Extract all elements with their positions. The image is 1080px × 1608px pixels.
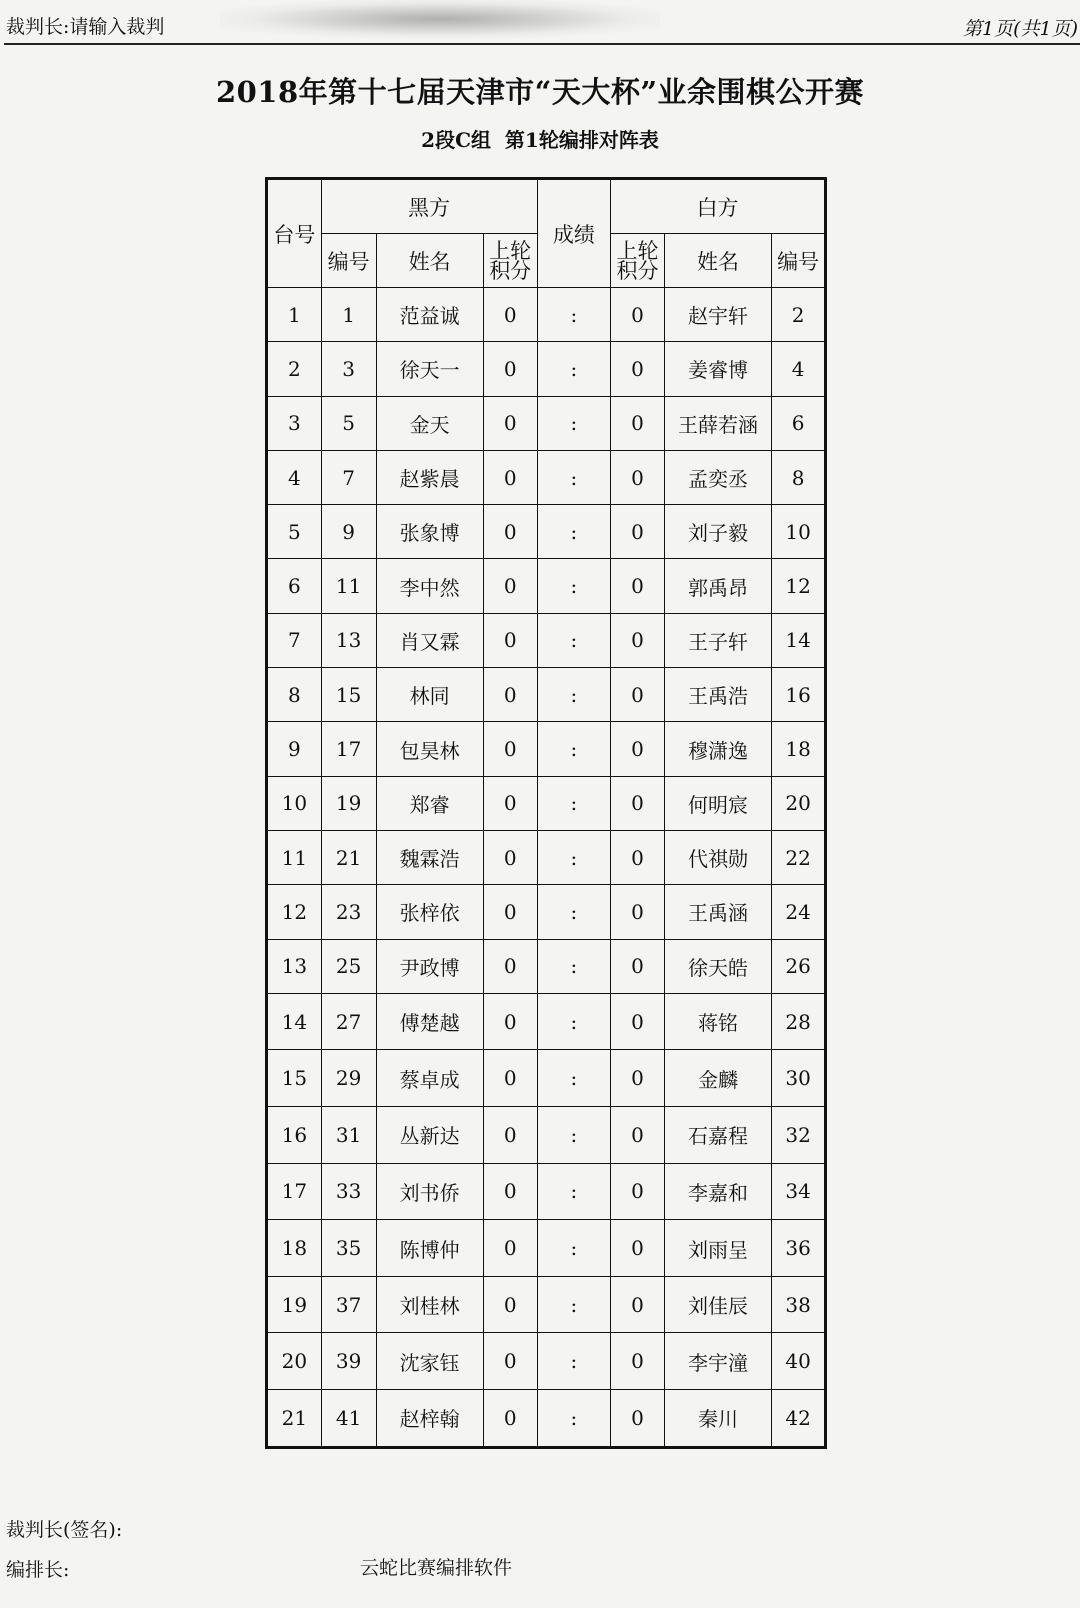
black-prev-score: 0 bbox=[483, 722, 537, 776]
black-player-id: 29 bbox=[321, 1050, 376, 1107]
prev-score-line2: 积分 bbox=[489, 258, 532, 283]
board-number: 5 bbox=[267, 505, 322, 559]
black-prev-score: 0 bbox=[483, 1276, 537, 1333]
pairing-rows bbox=[267, 288, 826, 1448]
table-row bbox=[267, 885, 826, 939]
black-player-name: 蔡卓成 bbox=[376, 1050, 483, 1107]
table-row bbox=[267, 450, 826, 504]
black-player-id: 21 bbox=[321, 830, 376, 884]
result-cell: : bbox=[537, 1333, 611, 1390]
black-prev-score: 0 bbox=[483, 668, 537, 722]
black-player-name: 张梓依 bbox=[376, 885, 483, 939]
document-title: 2018年第十七届天津市“天大杯”业余围棋公开赛 bbox=[215, 75, 865, 109]
result-cell: : bbox=[537, 939, 611, 993]
white-prev-score: 0 bbox=[611, 1050, 665, 1107]
white-player-name: 石嘉程 bbox=[664, 1107, 771, 1164]
black-player-name: 沈家钰 bbox=[376, 1333, 483, 1390]
black-prev-score: 0 bbox=[483, 342, 537, 396]
black-player-name: 郑睿 bbox=[376, 776, 483, 830]
document-subtitle: 2段C组 第1轮编排对阵表 bbox=[421, 128, 659, 152]
result-cell: : bbox=[537, 613, 611, 667]
black-prev-score: 0 bbox=[483, 776, 537, 830]
black-player-name: 赵梓翰 bbox=[376, 1390, 483, 1448]
table-row bbox=[267, 396, 826, 450]
black-player-name: 包昊林 bbox=[376, 722, 483, 776]
black-player-id: 13 bbox=[321, 613, 376, 667]
white-player-id: 22 bbox=[772, 830, 826, 884]
black-player-name: 徐天一 bbox=[376, 342, 483, 396]
black-player-name: 赵紫晨 bbox=[376, 450, 483, 504]
black-player-name: 傅楚越 bbox=[376, 993, 483, 1050]
white-player-id: 38 bbox=[772, 1276, 826, 1333]
black-player-id: 39 bbox=[321, 1333, 376, 1390]
white-prev-score: 0 bbox=[611, 342, 665, 396]
white-player-id: 2 bbox=[772, 288, 826, 342]
white-prev-score: 0 bbox=[611, 1107, 665, 1164]
result-cell: : bbox=[537, 1276, 611, 1333]
white-player-id: 26 bbox=[772, 939, 826, 993]
black-player-id: 5 bbox=[321, 396, 376, 450]
white-player-name: 王子轩 bbox=[664, 613, 771, 667]
white-prev-score: 0 bbox=[611, 450, 665, 504]
black-player-id: 25 bbox=[321, 939, 376, 993]
board-number: 8 bbox=[267, 668, 322, 722]
software-credit: 云蛇比赛编排软件 bbox=[360, 1557, 513, 1579]
board-number: 16 bbox=[267, 1107, 322, 1164]
prev-score-line1: 上轮 bbox=[489, 238, 532, 263]
result-cell: : bbox=[537, 342, 611, 396]
table-row bbox=[267, 1050, 826, 1107]
header-black-id: 编号 bbox=[321, 234, 376, 288]
white-player-id: 16 bbox=[772, 668, 826, 722]
white-player-name: 蒋铭 bbox=[664, 993, 771, 1050]
board-number: 4 bbox=[267, 450, 322, 504]
white-player-name: 刘佳辰 bbox=[664, 1276, 771, 1333]
black-player-name: 刘书侨 bbox=[376, 1163, 483, 1220]
black-player-id: 27 bbox=[321, 993, 376, 1050]
white-prev-score: 0 bbox=[611, 722, 665, 776]
header-white: 白方 bbox=[611, 179, 826, 234]
prev-score-line1: 上轮 bbox=[616, 238, 659, 263]
result-cell: : bbox=[537, 505, 611, 559]
black-prev-score: 0 bbox=[483, 1107, 537, 1164]
black-player-id: 31 bbox=[321, 1107, 376, 1164]
white-player-name: 秦川 bbox=[664, 1390, 771, 1448]
white-player-name: 王禹涵 bbox=[664, 885, 771, 939]
table-row bbox=[267, 668, 826, 722]
black-prev-score: 0 bbox=[483, 1390, 537, 1448]
white-player-name: 刘子毅 bbox=[664, 505, 771, 559]
white-player-name: 孟奕丞 bbox=[664, 450, 771, 504]
black-player-name: 肖又霖 bbox=[376, 613, 483, 667]
white-player-name: 王薛若涵 bbox=[664, 396, 771, 450]
board-number: 19 bbox=[267, 1276, 322, 1333]
white-prev-score: 0 bbox=[611, 1163, 665, 1220]
black-prev-score: 0 bbox=[483, 885, 537, 939]
table-row bbox=[267, 288, 826, 342]
result-cell: : bbox=[537, 885, 611, 939]
board-number: 2 bbox=[267, 342, 322, 396]
table-row bbox=[267, 1333, 826, 1390]
white-player-id: 14 bbox=[772, 613, 826, 667]
black-player-name: 丛新达 bbox=[376, 1107, 483, 1164]
board-number: 1 bbox=[267, 288, 322, 342]
result-cell: : bbox=[537, 1107, 611, 1164]
scan-shadow bbox=[220, 0, 660, 38]
white-prev-score: 0 bbox=[611, 1276, 665, 1333]
white-prev-score: 0 bbox=[611, 830, 665, 884]
header-white-prev-score bbox=[611, 234, 665, 288]
table-row bbox=[267, 505, 826, 559]
table-row bbox=[267, 342, 826, 396]
white-player-name: 何明宸 bbox=[664, 776, 771, 830]
white-prev-score: 0 bbox=[611, 288, 665, 342]
black-prev-score: 0 bbox=[483, 939, 537, 993]
result-cell: : bbox=[537, 776, 611, 830]
header-white-name: 姓名 bbox=[664, 234, 771, 288]
white-prev-score: 0 bbox=[611, 613, 665, 667]
white-prev-score: 0 bbox=[611, 1220, 665, 1277]
black-player-id: 15 bbox=[321, 668, 376, 722]
black-player-id: 23 bbox=[321, 885, 376, 939]
black-prev-score: 0 bbox=[483, 559, 537, 613]
black-player-id: 11 bbox=[321, 559, 376, 613]
black-prev-score: 0 bbox=[483, 1333, 537, 1390]
white-player-id: 10 bbox=[772, 505, 826, 559]
black-player-id: 3 bbox=[321, 342, 376, 396]
white-player-name: 金麟 bbox=[664, 1050, 771, 1107]
black-player-id: 9 bbox=[321, 505, 376, 559]
black-prev-score: 0 bbox=[483, 396, 537, 450]
board-number: 3 bbox=[267, 396, 322, 450]
white-player-name: 李宇潼 bbox=[664, 1333, 771, 1390]
header-divider bbox=[4, 43, 1080, 45]
white-player-name: 李嘉和 bbox=[664, 1163, 771, 1220]
black-player-name: 金天 bbox=[376, 396, 483, 450]
board-number: 14 bbox=[267, 993, 322, 1050]
white-player-id: 18 bbox=[772, 722, 826, 776]
white-prev-score: 0 bbox=[611, 885, 665, 939]
black-prev-score: 0 bbox=[483, 1163, 537, 1220]
white-player-name: 姜睿博 bbox=[664, 342, 771, 396]
white-prev-score: 0 bbox=[611, 1390, 665, 1448]
table-row bbox=[267, 1220, 826, 1277]
table-row bbox=[267, 993, 826, 1050]
result-cell: : bbox=[537, 1390, 611, 1448]
black-prev-score: 0 bbox=[483, 830, 537, 884]
white-player-id: 30 bbox=[772, 1050, 826, 1107]
white-player-id: 42 bbox=[772, 1390, 826, 1448]
table-row bbox=[267, 1276, 826, 1333]
result-cell: : bbox=[537, 668, 611, 722]
black-prev-score: 0 bbox=[483, 613, 537, 667]
black-player-name: 张象博 bbox=[376, 505, 483, 559]
result-cell: : bbox=[537, 1220, 611, 1277]
header-black-prev-score bbox=[483, 234, 537, 288]
header-page-number: 第1页(共1页) bbox=[962, 18, 1078, 40]
white-player-name: 郭禹昂 bbox=[664, 559, 771, 613]
black-player-id: 33 bbox=[321, 1163, 376, 1220]
table-row bbox=[267, 1390, 826, 1448]
white-prev-score: 0 bbox=[611, 1333, 665, 1390]
board-number: 17 bbox=[267, 1163, 322, 1220]
board-number: 7 bbox=[267, 613, 322, 667]
white-player-id: 12 bbox=[772, 559, 826, 613]
black-prev-score: 0 bbox=[483, 1220, 537, 1277]
table-row bbox=[267, 613, 826, 667]
header-black-name: 姓名 bbox=[376, 234, 483, 288]
white-player-name: 王禹浩 bbox=[664, 668, 771, 722]
table-row bbox=[267, 1163, 826, 1220]
prev-score-line2: 积分 bbox=[616, 258, 659, 283]
board-number: 18 bbox=[267, 1220, 322, 1277]
black-player-name: 林同 bbox=[376, 668, 483, 722]
black-player-name: 刘桂林 bbox=[376, 1276, 483, 1333]
white-player-id: 6 bbox=[772, 396, 826, 450]
white-player-id: 24 bbox=[772, 885, 826, 939]
white-player-id: 36 bbox=[772, 1220, 826, 1277]
header-referee: 裁判长:请输入裁判 bbox=[6, 16, 165, 38]
white-player-name: 徐天皓 bbox=[664, 939, 771, 993]
header-black: 黑方 bbox=[321, 179, 537, 234]
black-player-name: 范益诚 bbox=[376, 288, 483, 342]
white-prev-score: 0 bbox=[611, 993, 665, 1050]
board-number: 11 bbox=[267, 830, 322, 884]
white-prev-score: 0 bbox=[611, 939, 665, 993]
header-white-id: 编号 bbox=[772, 234, 826, 288]
result-cell: : bbox=[537, 450, 611, 504]
white-prev-score: 0 bbox=[611, 505, 665, 559]
black-player-name: 李中然 bbox=[376, 559, 483, 613]
black-player-id: 35 bbox=[321, 1220, 376, 1277]
result-cell: : bbox=[537, 559, 611, 613]
chief-referee-signature: 裁判长(签名): bbox=[6, 1519, 123, 1541]
black-player-id: 41 bbox=[321, 1390, 376, 1448]
black-player-id: 1 bbox=[321, 288, 376, 342]
white-player-id: 40 bbox=[772, 1333, 826, 1390]
white-prev-score: 0 bbox=[611, 668, 665, 722]
black-prev-score: 0 bbox=[483, 288, 537, 342]
board-number: 13 bbox=[267, 939, 322, 993]
arranger-label: 编排长: bbox=[6, 1559, 70, 1581]
white-player-name: 穆潇逸 bbox=[664, 722, 771, 776]
black-player-id: 7 bbox=[321, 450, 376, 504]
black-prev-score: 0 bbox=[483, 993, 537, 1050]
board-number: 6 bbox=[267, 559, 322, 613]
header-result: 成绩 bbox=[537, 179, 611, 288]
result-cell: : bbox=[537, 830, 611, 884]
result-cell: : bbox=[537, 993, 611, 1050]
table-row bbox=[267, 939, 826, 993]
white-player-id: 34 bbox=[772, 1163, 826, 1220]
table-row bbox=[267, 559, 826, 613]
white-player-id: 20 bbox=[772, 776, 826, 830]
black-player-id: 19 bbox=[321, 776, 376, 830]
black-player-name: 陈博仲 bbox=[376, 1220, 483, 1277]
table-row bbox=[267, 1107, 826, 1164]
white-player-id: 8 bbox=[772, 450, 826, 504]
pairing-table bbox=[265, 177, 827, 1449]
board-number: 10 bbox=[267, 776, 322, 830]
table-row bbox=[267, 722, 826, 776]
result-cell: : bbox=[537, 1163, 611, 1220]
table-row bbox=[267, 830, 826, 884]
board-number: 20 bbox=[267, 1333, 322, 1390]
black-player-name: 魏霖浩 bbox=[376, 830, 483, 884]
black-player-name: 尹政博 bbox=[376, 939, 483, 993]
result-cell: : bbox=[537, 722, 611, 776]
black-player-id: 37 bbox=[321, 1276, 376, 1333]
white-prev-score: 0 bbox=[611, 396, 665, 450]
white-prev-score: 0 bbox=[611, 559, 665, 613]
table-row bbox=[267, 776, 826, 830]
white-prev-score: 0 bbox=[611, 776, 665, 830]
result-cell: : bbox=[537, 288, 611, 342]
board-number: 12 bbox=[267, 885, 322, 939]
black-prev-score: 0 bbox=[483, 505, 537, 559]
white-player-name: 代祺勋 bbox=[664, 830, 771, 884]
white-player-name: 赵宇轩 bbox=[664, 288, 771, 342]
white-player-name: 刘雨呈 bbox=[664, 1220, 771, 1277]
board-number: 15 bbox=[267, 1050, 322, 1107]
black-prev-score: 0 bbox=[483, 450, 537, 504]
black-prev-score: 0 bbox=[483, 1050, 537, 1107]
board-number: 21 bbox=[267, 1390, 322, 1448]
white-player-id: 4 bbox=[772, 342, 826, 396]
result-cell: : bbox=[537, 396, 611, 450]
black-player-id: 17 bbox=[321, 722, 376, 776]
board-number: 9 bbox=[267, 722, 322, 776]
white-player-id: 32 bbox=[772, 1107, 826, 1164]
white-player-id: 28 bbox=[772, 993, 826, 1050]
header-board: 台号 bbox=[267, 179, 322, 288]
result-cell: : bbox=[537, 1050, 611, 1107]
